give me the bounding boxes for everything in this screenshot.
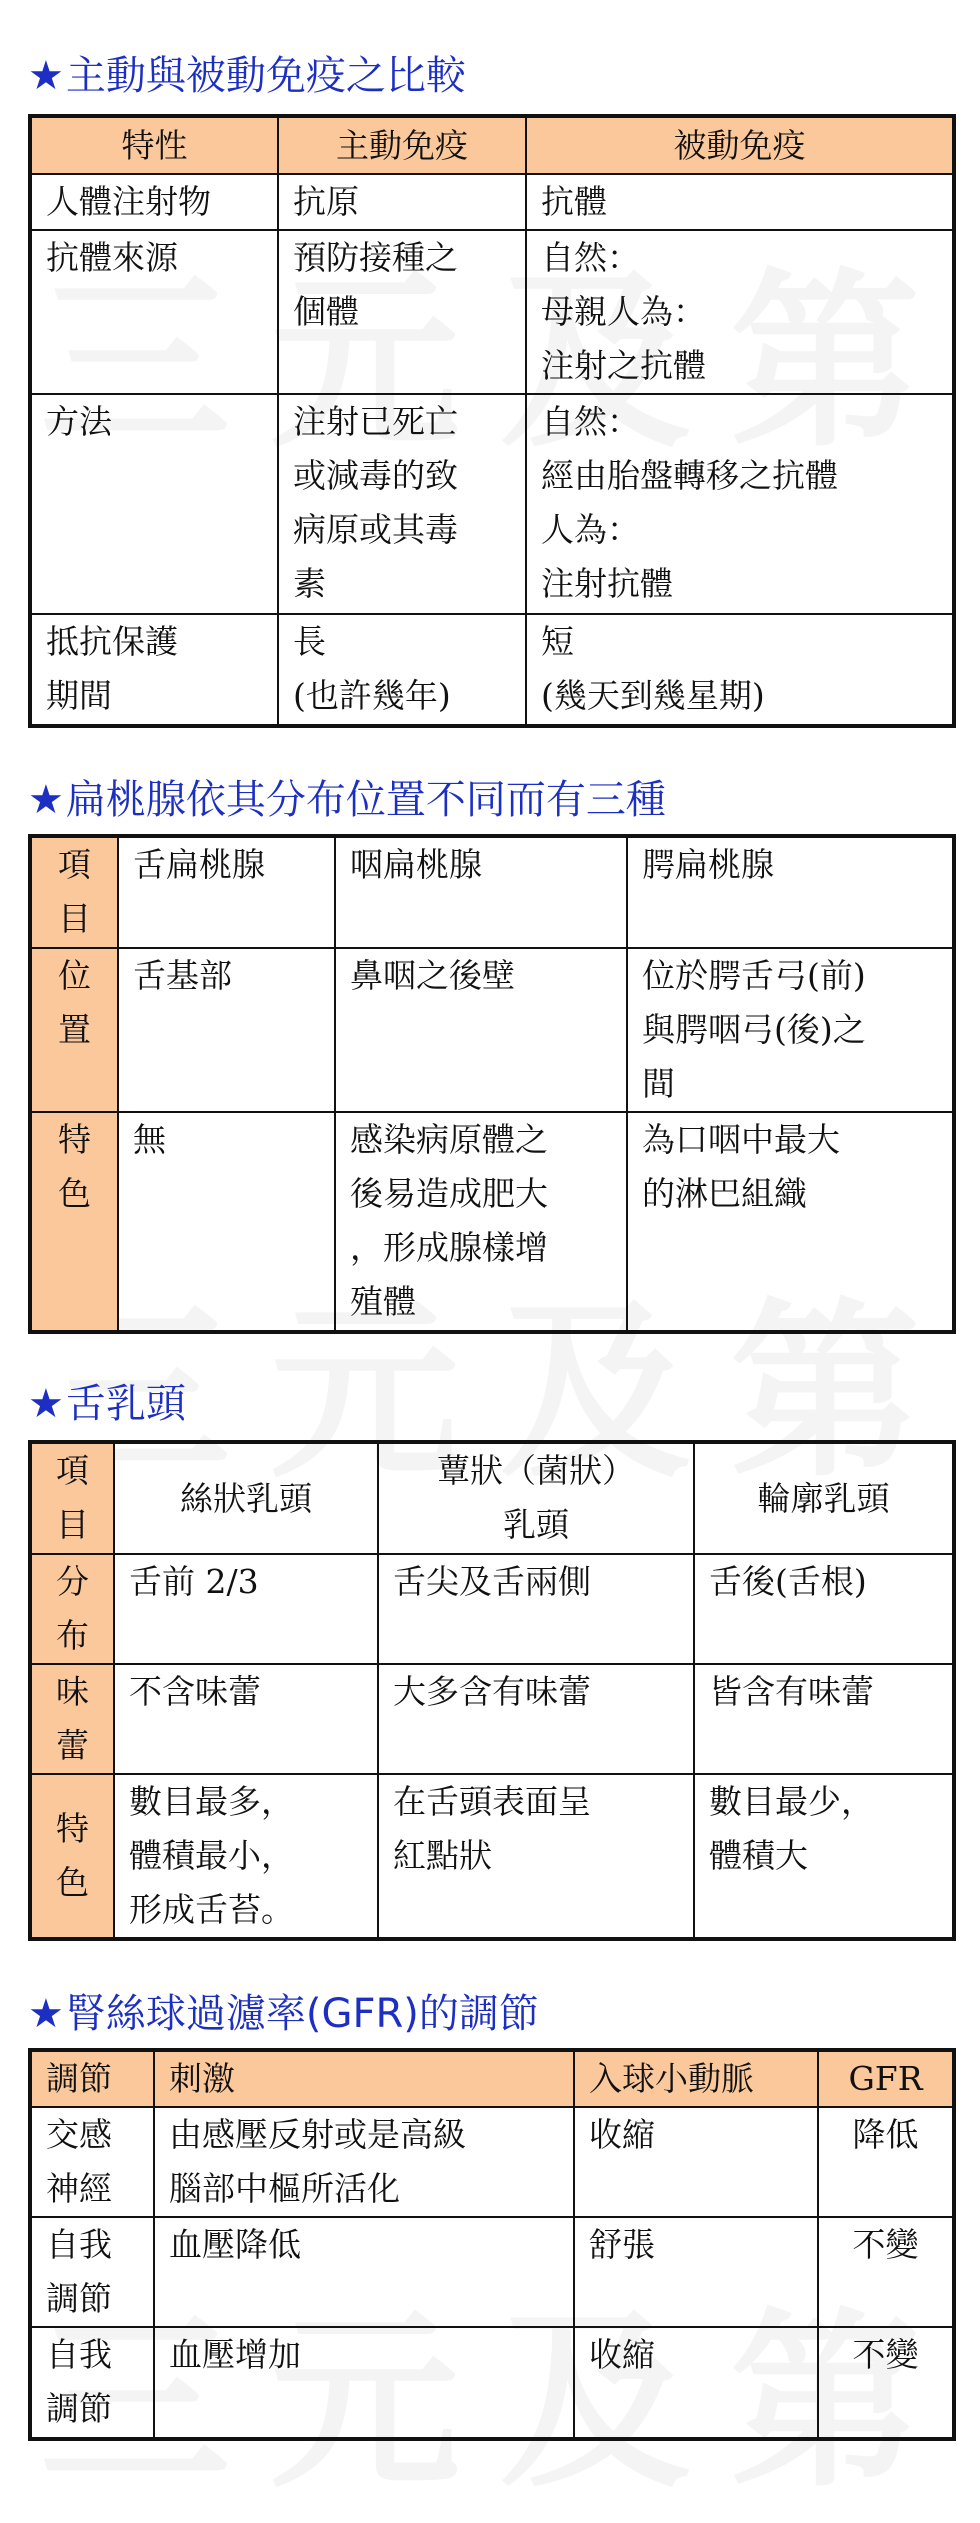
table-cell: 收縮 <box>574 2107 818 2217</box>
star-icon: ★ <box>28 1991 64 2037</box>
table-cell: 抗體來源 <box>30 230 278 394</box>
table-row <box>30 836 954 948</box>
tonsils-table <box>28 834 956 1334</box>
row-label: 項 目 <box>30 1442 114 1554</box>
immunity-table <box>28 114 956 728</box>
table-cell: 預防接種之 個體 <box>278 230 526 394</box>
table-row <box>30 2107 954 2217</box>
table-cell: 自然： 母親人為： 注射之抗體 <box>526 230 954 394</box>
column-header: 被動免疫 <box>526 116 954 174</box>
table-cell: 皆含有味蕾 <box>694 1664 954 1774</box>
papillae-heading <box>28 1374 186 1434</box>
table-cell: 絲狀乳頭 <box>114 1442 378 1554</box>
row-label: 特 色 <box>30 1112 118 1332</box>
column-header: 調節 <box>30 2050 154 2107</box>
table-cell: 血壓增加 <box>154 2327 574 2439</box>
row-label: 位 置 <box>30 948 118 1112</box>
table-row <box>30 230 954 394</box>
table-cell: 方法 <box>30 394 278 614</box>
table-cell: 位於腭舌弓(前) 與腭咽弓(後)之 間 <box>627 948 954 1112</box>
star-icon: ★ <box>28 53 64 99</box>
table-cell: 感染病原體之 後易造成肥大 ，形成腺樣增 殖體 <box>335 1112 627 1332</box>
gfr-heading-text: 腎絲球過濾率(GFR)的調節 <box>65 1991 539 2037</box>
star-icon: ★ <box>28 1381 64 1427</box>
table-cell: 自我 調節 <box>30 2327 154 2439</box>
table-row <box>30 394 954 614</box>
immunity-heading <box>28 46 466 106</box>
table-cell: 人體注射物 <box>30 174 278 230</box>
table-cell: 自我 調節 <box>30 2217 154 2327</box>
table-cell: 舌前 2/3 <box>114 1554 378 1664</box>
table-row <box>30 1664 954 1774</box>
table-cell: 交感 神經 <box>30 2107 154 2217</box>
table-row <box>30 1112 954 1332</box>
column-header: 特性 <box>30 116 278 174</box>
table-row <box>30 2217 954 2327</box>
table-cell: 短 (幾天到幾星期) <box>526 614 954 726</box>
table-row <box>30 948 954 1112</box>
table-cell: 為口咽中最大 的淋巴組織 <box>627 1112 954 1332</box>
table-cell: 長 (也許幾年) <box>278 614 526 726</box>
table-cell: 數目最少， 體積大 <box>694 1774 954 1939</box>
table-row <box>30 1442 954 1554</box>
table-cell: 舌基部 <box>118 948 335 1112</box>
row-label: 項 目 <box>30 836 118 948</box>
table-cell: 輪廓乳頭 <box>694 1442 954 1554</box>
table-cell: 舌後(舌根) <box>694 1554 954 1664</box>
table-row <box>30 1774 954 1939</box>
table-cell: 抗體 <box>526 174 954 230</box>
table-cell: 不含味蕾 <box>114 1664 378 1774</box>
table-cell: 鼻咽之後壁 <box>335 948 627 1112</box>
table-cell: 咽扁桃腺 <box>335 836 627 948</box>
table-cell: 收縮 <box>574 2327 818 2439</box>
table-cell: 不變 <box>818 2217 954 2327</box>
table-cell: 自然： 經由胎盤轉移之抗體 人為： 注射抗體 <box>526 394 954 614</box>
column-header: 刺激 <box>154 2050 574 2107</box>
immunity-heading-text: 主動與被動免疫之比較 <box>65 53 466 99</box>
row-label: 分 布 <box>30 1554 114 1664</box>
table-row <box>30 2327 954 2439</box>
table-cell: 在舌頭表面呈 紅點狀 <box>378 1774 694 1939</box>
table-row <box>30 1554 954 1664</box>
table-header-row <box>30 2050 954 2107</box>
table-cell: 腭扁桃腺 <box>627 836 954 948</box>
table-header-row <box>30 116 954 174</box>
tonsils-heading <box>28 770 666 830</box>
column-header: 入球小動脈 <box>574 2050 818 2107</box>
table-row <box>30 174 954 230</box>
table-row <box>30 614 954 726</box>
papillae-table <box>28 1440 956 1941</box>
gfr-heading <box>28 1984 539 2044</box>
table-cell: 不變 <box>818 2327 954 2439</box>
table-cell: 無 <box>118 1112 335 1332</box>
table-cell: 數目最多， 體積最小， 形成舌苔。 <box>114 1774 378 1939</box>
table-cell: 血壓降低 <box>154 2217 574 2327</box>
tonsils-heading-text: 扁桃腺依其分布位置不同而有三種 <box>65 777 666 823</box>
row-label: 特 色 <box>30 1774 114 1939</box>
table-cell: 抵抗保護 期間 <box>30 614 278 726</box>
column-header: 主動免疫 <box>278 116 526 174</box>
table-cell: 大多含有味蕾 <box>378 1664 694 1774</box>
table-cell: 降低 <box>818 2107 954 2217</box>
table-cell: 舌尖及舌兩側 <box>378 1554 694 1664</box>
table-cell: 由感壓反射或是高級 腦部中樞所活化 <box>154 2107 574 2217</box>
table-cell: 抗原 <box>278 174 526 230</box>
gfr-table <box>28 2048 956 2441</box>
column-header: GFR <box>818 2050 954 2107</box>
row-label: 味 蕾 <box>30 1664 114 1774</box>
star-icon: ★ <box>28 777 64 823</box>
table-cell: 舌扁桃腺 <box>118 836 335 948</box>
table-cell: 舒張 <box>574 2217 818 2327</box>
table-cell: 注射已死亡 或減毒的致 病原或其毒 素 <box>278 394 526 614</box>
table-cell: 蕈狀（菌狀） 乳頭 <box>378 1442 694 1554</box>
papillae-heading-text: 舌乳頭 <box>65 1381 186 1427</box>
